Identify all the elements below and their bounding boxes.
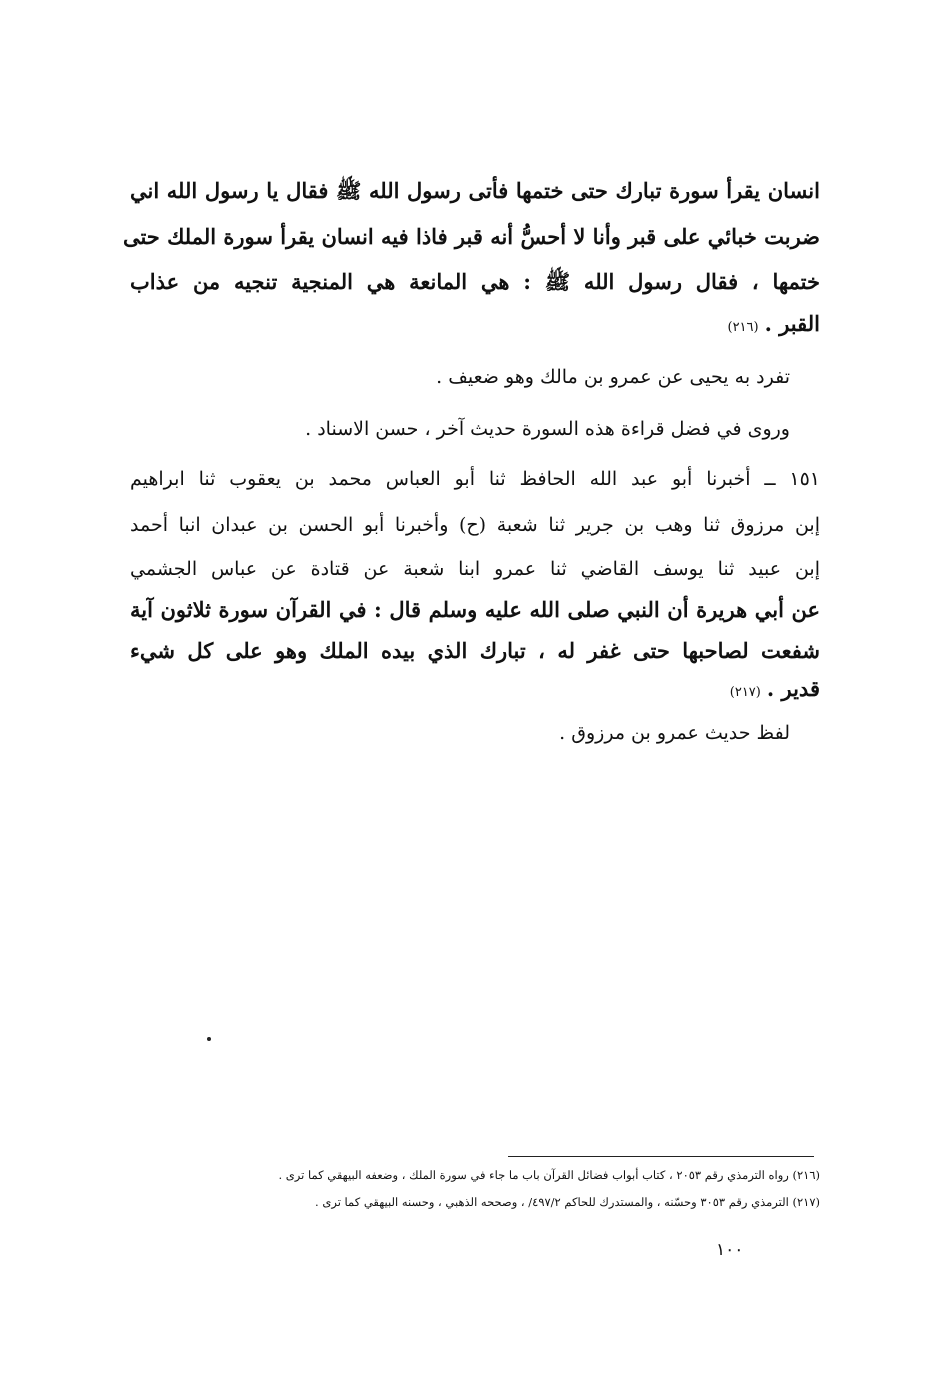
hadith-line: عن أبي هريرة أن النبي صلى الله عليه وسلم قال : في القرآن سورة ثلاثون آية: [130, 597, 820, 622]
commentary-line: وروى في فضل قراءة هذه السورة حديث آخر ، حسن الاسناد .: [305, 418, 790, 440]
commentary-line: تفرد به يحيى عن عمرو بن مالك وهو ضعيف .: [436, 366, 790, 388]
hadith-line: ضربت خبائي على قبر وأنا لا أحسُّ أنه قبر فاذا فيه انسان يقرأ سورة الملك حتى: [122, 224, 820, 249]
footnote-reference: (٢١٦): [727, 320, 759, 335]
hadith-last-text: قدير .: [766, 676, 820, 701]
footnote-separator: [508, 1156, 814, 1157]
scan-speck: [207, 1037, 211, 1041]
hadith-last-text: القبر .: [764, 311, 820, 336]
hadith-line: انسان يقرأ سورة تبارك حتى ختمها فأتى رسول الله ﷺ فقال يا رسول الله اني: [130, 178, 820, 203]
hadith-last-line: [730, 678, 820, 699]
hadith-line: ختمها ، فقال رسول الله ﷺ : هي المانعة هي المنجية تنجيه من عذاب: [130, 269, 820, 294]
isnad-line: ١٥١ ــ أخبرنا أبو عبد الله الحافظ ثنا أبو العباس محمد بن يعقوب ثنا ابراهيم: [130, 468, 820, 490]
hadith-line: شفعت لصاحبها حتى غفر له ، تبارك الذي بيده الملك وهو على كل شيء: [130, 638, 820, 663]
page-number: ١٠٠: [716, 1240, 744, 1260]
hadith-last-line: [727, 313, 820, 334]
isnad-line: إبن مرزوق ثنا وهب بن جرير ثنا شعبة (ح) وأخبرنا أبو الحسن بن عبدان انبا أحمد: [130, 514, 820, 536]
isnad-line: إبن عبيد ثنا يوسف القاضي ثنا عمرو ابنا شعبة عن قتادة عن عباس الجشمي: [130, 558, 820, 580]
footnote: (٢١٦) رواه الترمذي رقم ٢٠٥٣ ، كتاب أبواب فضائل القرآن باب ما جاء في سورة الملك ، وضعفه البيهقي كما ترى .: [278, 1168, 820, 1182]
footnote: (٢١٧) الترمذي رقم ٣٠٥٣ وحسّنه ، والمستدرك للحاكم ٤٩٧/٢/ ، وصححه الذهبي ، وحسنه البيهقي كما ترى .: [315, 1195, 820, 1209]
commentary-line: لفظ حديث عمرو بن مرزوق .: [559, 722, 790, 744]
footnote-reference: (٢١٧): [729, 685, 761, 700]
